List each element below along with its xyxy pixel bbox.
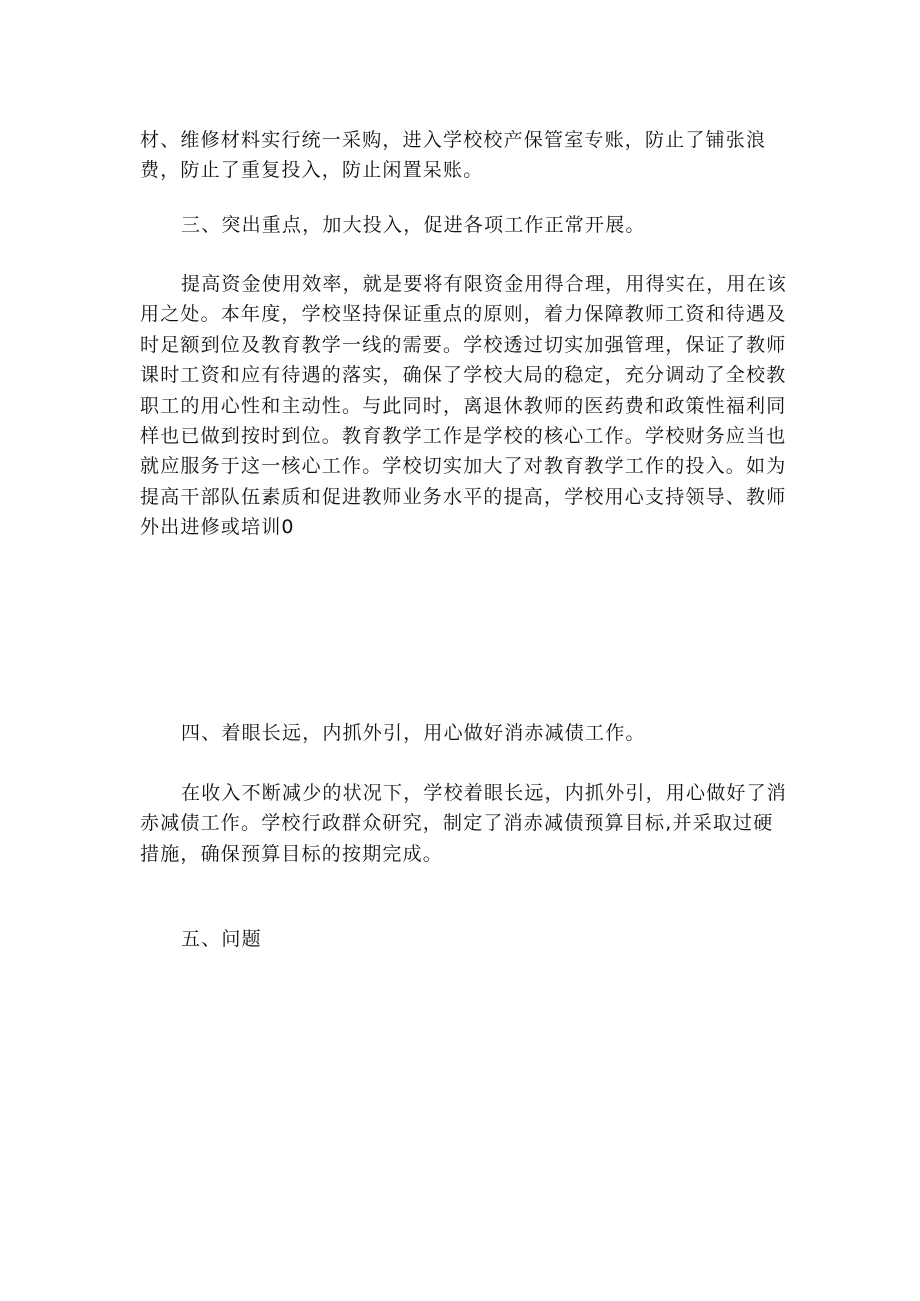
- section-heading-5: [140, 924, 782, 954]
- paragraph-line: 用之处。本年度，学校坚持保证重点的原则，着力保障教师工资和待遇及: [140, 303, 787, 326]
- paragraph-funds-efficiency: [140, 269, 788, 543]
- paragraph-debt-reduction: [140, 778, 788, 869]
- paragraph-line: 材、维修材料实行统一采购，进入学校校产保管室专账，防止了铺张浪: [140, 129, 767, 151]
- paragraph-line: 提高资金使用效率，就是要将有限资金用得合理，用得实在，用在该: [181, 273, 788, 295]
- paragraph-line: 就应服务于这一核心工作。学校切实加大了对教育教学工作的投入。如为: [140, 455, 787, 478]
- paragraph-line: 费，防止了重复投入，防止闲置呆账。: [140, 159, 484, 182]
- paragraph-line: 提高干部队伍素质和促进教师业务水平的提高，学校用心支持领导、教师: [140, 485, 787, 508]
- section-heading-3: [140, 210, 782, 240]
- paragraph-line: 外出进修或培训0: [140, 516, 295, 539]
- section-heading-4: [140, 718, 782, 748]
- heading-line: 四、着眼长远，内抓外引，用心做好消赤减债工作。: [181, 722, 646, 744]
- paragraph-line: 赤减债工作。学校行政群众研究，制定了消赤减债预算目标,并采取过硬: [140, 812, 774, 835]
- paragraph-line: 在收入不断减少的状况下，学校着眼长远，内抓外引，用心做好了消: [181, 782, 788, 804]
- paragraph-line: 时足额到位及教育教学一线的需要。学校透过切实加强管理，保证了教师: [140, 333, 787, 356]
- paragraph-line: 课时工资和应有待遇的落实，确保了学校大局的稳定，充分调动了全校教: [140, 364, 787, 387]
- paragraph-line: 措施，确保预算目标的按期完成。: [140, 842, 444, 865]
- paragraph-line: 样也已做到按时到位。教育教学工作是学校的核心工作。学校财务应当也: [140, 424, 787, 447]
- paragraph-line: 职工的用心性和主动性。与此同时，离退休教师的医药费和政策性福利同: [140, 394, 787, 417]
- paragraph-continuation: [140, 125, 782, 186]
- heading-line: 三、突出重点，加大投入，促进各项工作正常开展。: [181, 214, 646, 236]
- heading-line: 五、问题: [181, 928, 262, 950]
